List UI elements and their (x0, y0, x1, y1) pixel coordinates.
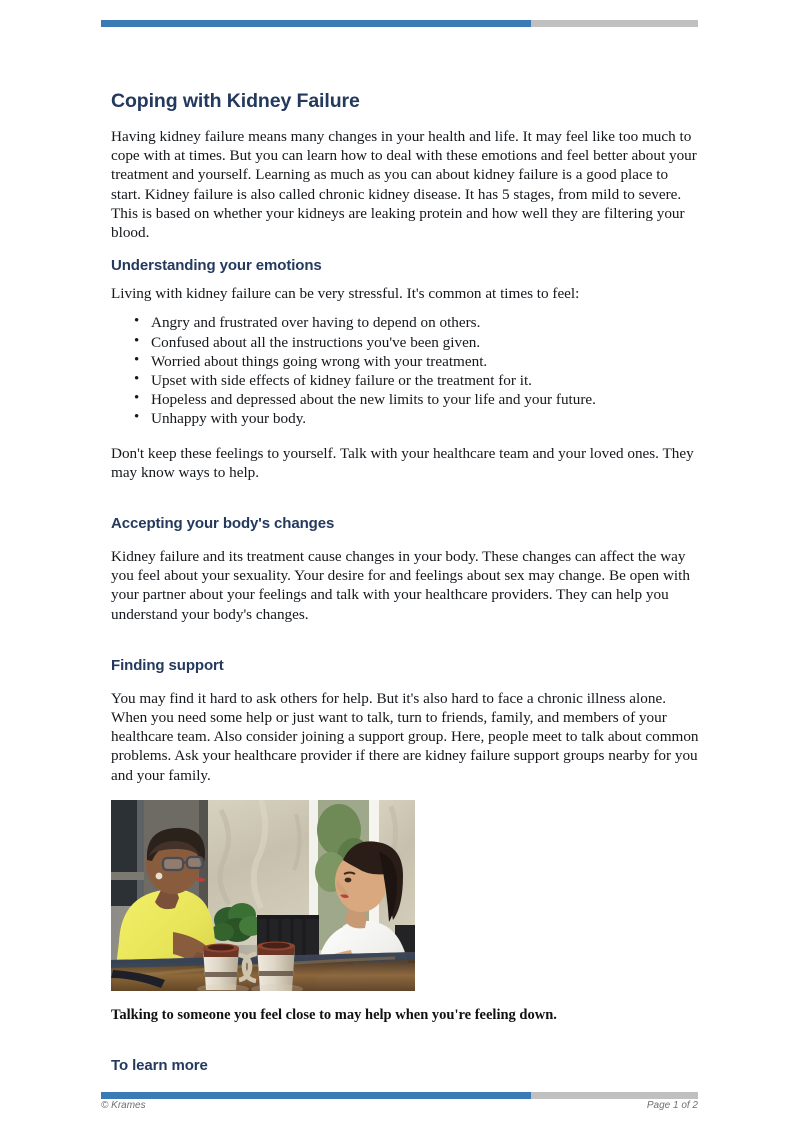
header-rule-filled (101, 20, 531, 27)
spacer (111, 532, 699, 547)
support-photo (111, 800, 415, 991)
spacer (111, 1024, 699, 1057)
intro-paragraph: Having kidney failure means many changes in your health and life. It may feel like too much to cope with at times. But you can learn how to deal with these emotions and feel better about your treatment and yourself. Learning as much as you can about kidney failure is a good place to start. Kidney failure is also called chronic kidney disease. It has 5 stages, from mild to severe. This is based on whether your kidneys are leaking protein and how well they are filtering your blood. (111, 128, 697, 242)
spacer (111, 991, 699, 1006)
list-item: • Unhappy with your body. (151, 409, 699, 428)
header-progress-rule (101, 20, 698, 27)
spacer (111, 674, 699, 689)
body-changes-paragraph: Kidney failure and its treatment cause changes in your body. These changes can affect the way you feel about your sexuality. Your desire for and feelings about sex may change. Be open with your partner about your feelings and talk with your healthcare providers. They can help you understand your body's changes. (111, 548, 690, 623)
footer-progress-rule (101, 1092, 698, 1099)
footer-rule-empty (531, 1092, 698, 1099)
page-footer (101, 1100, 698, 1111)
list-item: • Worried about things going wrong with your treatment. (151, 352, 699, 371)
document-body (111, 90, 699, 1074)
spacer (111, 624, 699, 657)
list-item: • Confused about all the instructions you've been given. (151, 333, 699, 352)
list-item: • Angry and frustrated over having to depend on others. (151, 313, 699, 332)
footer-rule-filled (101, 1092, 531, 1099)
heading-to-learn-more: To learn more (111, 1057, 208, 1075)
page-title: Coping with Kidney Failure (111, 90, 360, 112)
heading-accepting-your-bodys-changes: Accepting your body's changes (111, 515, 335, 533)
list-item: • Upset with side effects of kidney failure or the treatment for it. (151, 371, 699, 390)
emotions-closing-paragraph: Don't keep these feelings to yourself. Talk with your healthcare team and your loved ones. They may know ways to help. (111, 444, 694, 481)
emotions-bullet-list (111, 313, 699, 428)
support-photo-image (111, 800, 415, 991)
heading-understanding-your-emotions: Understanding your emotions (111, 257, 322, 275)
page-number-label: Page 1 of 2 (646, 1100, 698, 1111)
heading-finding-support: Finding support (111, 656, 224, 674)
header-rule-empty (531, 20, 698, 27)
photo-caption: Talking to someone you feel close to may help when you're feeling down. (111, 1006, 557, 1023)
list-item: • Hopeless and depressed about the new limits to your life and your future. (151, 390, 699, 409)
spacer (111, 482, 699, 515)
spacer (111, 242, 699, 257)
emotions-lead-paragraph: Living with kidney failure can be very stressful. It's common at times to feel: (111, 285, 580, 303)
spacer (111, 429, 699, 444)
finding-support-paragraph: You may find it hard to ask others for help. But it's also hard to face a chronic illness alone. When you need some help or just want to talk, turn to friends, family, and members of your healthcare team. Also consider joining a support group. Here, people meet to talk about common problems. Ask your healthcare provider if there are kidney failure support groups nearby for you and your family. (111, 689, 699, 784)
spacer (111, 303, 699, 313)
copyright-label: © Krames (101, 1100, 146, 1111)
spacer (111, 785, 699, 800)
spacer (111, 274, 699, 284)
